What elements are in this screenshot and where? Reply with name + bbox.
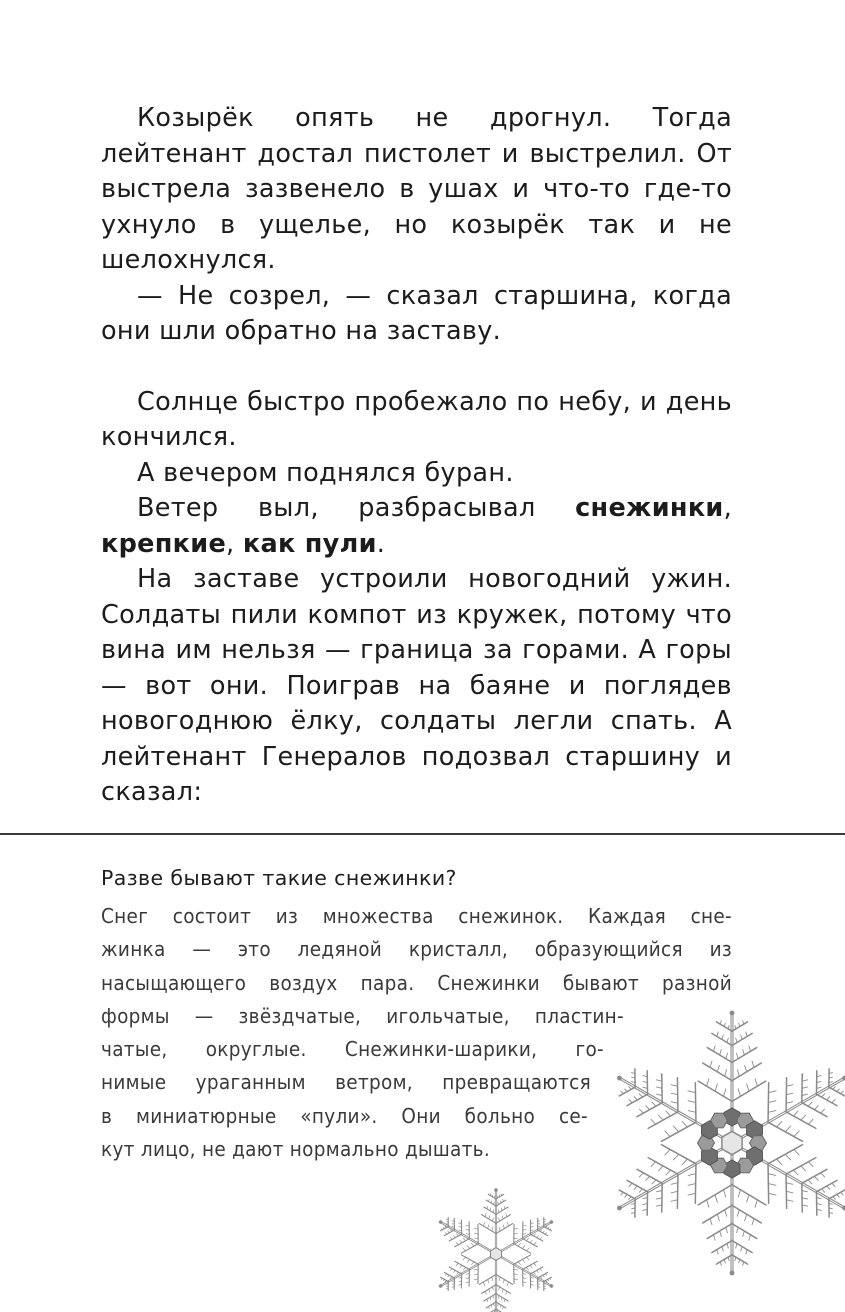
paragraph: На заставе устроили новогодний ужин. Солдаты пили компот из кружек, потому что вина им нельзя — граница за горами. А горы — вот они. Поиграв на баяне и поглядев новогоднюю ёлку, солдаты легли спать. А лейтенант Генералов подозвал старшину и сказал: [101,564,732,807]
bold-phrase: как пули [242,528,377,559]
sidebar-line: чатые, округлые. Снежинки-шарики, го- [101,1037,604,1062]
sidebar-title: Разве бывают такие снежинки? [101,866,457,890]
sidebar-line: в миниатюрные «пули». Они больно се- [101,1103,588,1128]
sidebar-line: нимые ураганным ветром, превращаются [101,1070,591,1095]
story-text [101,101,732,811]
paragraph: А вечером поднялся буран. [137,457,514,488]
text-run: , [723,493,732,523]
text-run: , [226,528,243,559]
bold-phrase: снежинки [575,493,724,523]
paragraph: Козырёк опять не дрогнул. Тогда лейтенант достал пистолет и выстрелил. От выстрела зазвенело в ушах и что-то где-то ухнуло в ущелье, но козырёк так и не шелохнулся. [101,103,732,275]
paragraph: Солнце быстро пробежало по небу, и день кончился. [101,386,732,452]
section-divider [0,833,845,835]
sidebar-line: Снег состоит из множества снежинок. Каждая сне- [101,904,732,928]
sidebar-line: кут лицо, не дают нормально дышать. [101,1137,490,1162]
bold-phrase: крепкие [101,528,227,559]
snowflake-arm [479,1254,512,1312]
snowflake-icon [580,1003,845,1312]
text-run: Ветер выл, разбрасывал [137,493,576,523]
snowflake-arm [600,1114,748,1239]
paragraph: — Не созрел, — сказал старшина, когда они шли обратно на заставу. [101,280,732,346]
snowflake-icon [418,1186,568,1312]
snowflake-arm [479,1188,512,1254]
sidebar-line: жинка — это ледяной кристалл, образующийся из [101,937,732,962]
snowflake-arm [600,1048,748,1173]
sidebar-line: формы — звёздчатые, игольчатые, пластин- [101,1003,624,1028]
paragraph [101,491,732,562]
sidebar-line: насыщающего воздух пара. Снежинки бывают разной [101,970,732,995]
text-run: . [376,528,386,559]
